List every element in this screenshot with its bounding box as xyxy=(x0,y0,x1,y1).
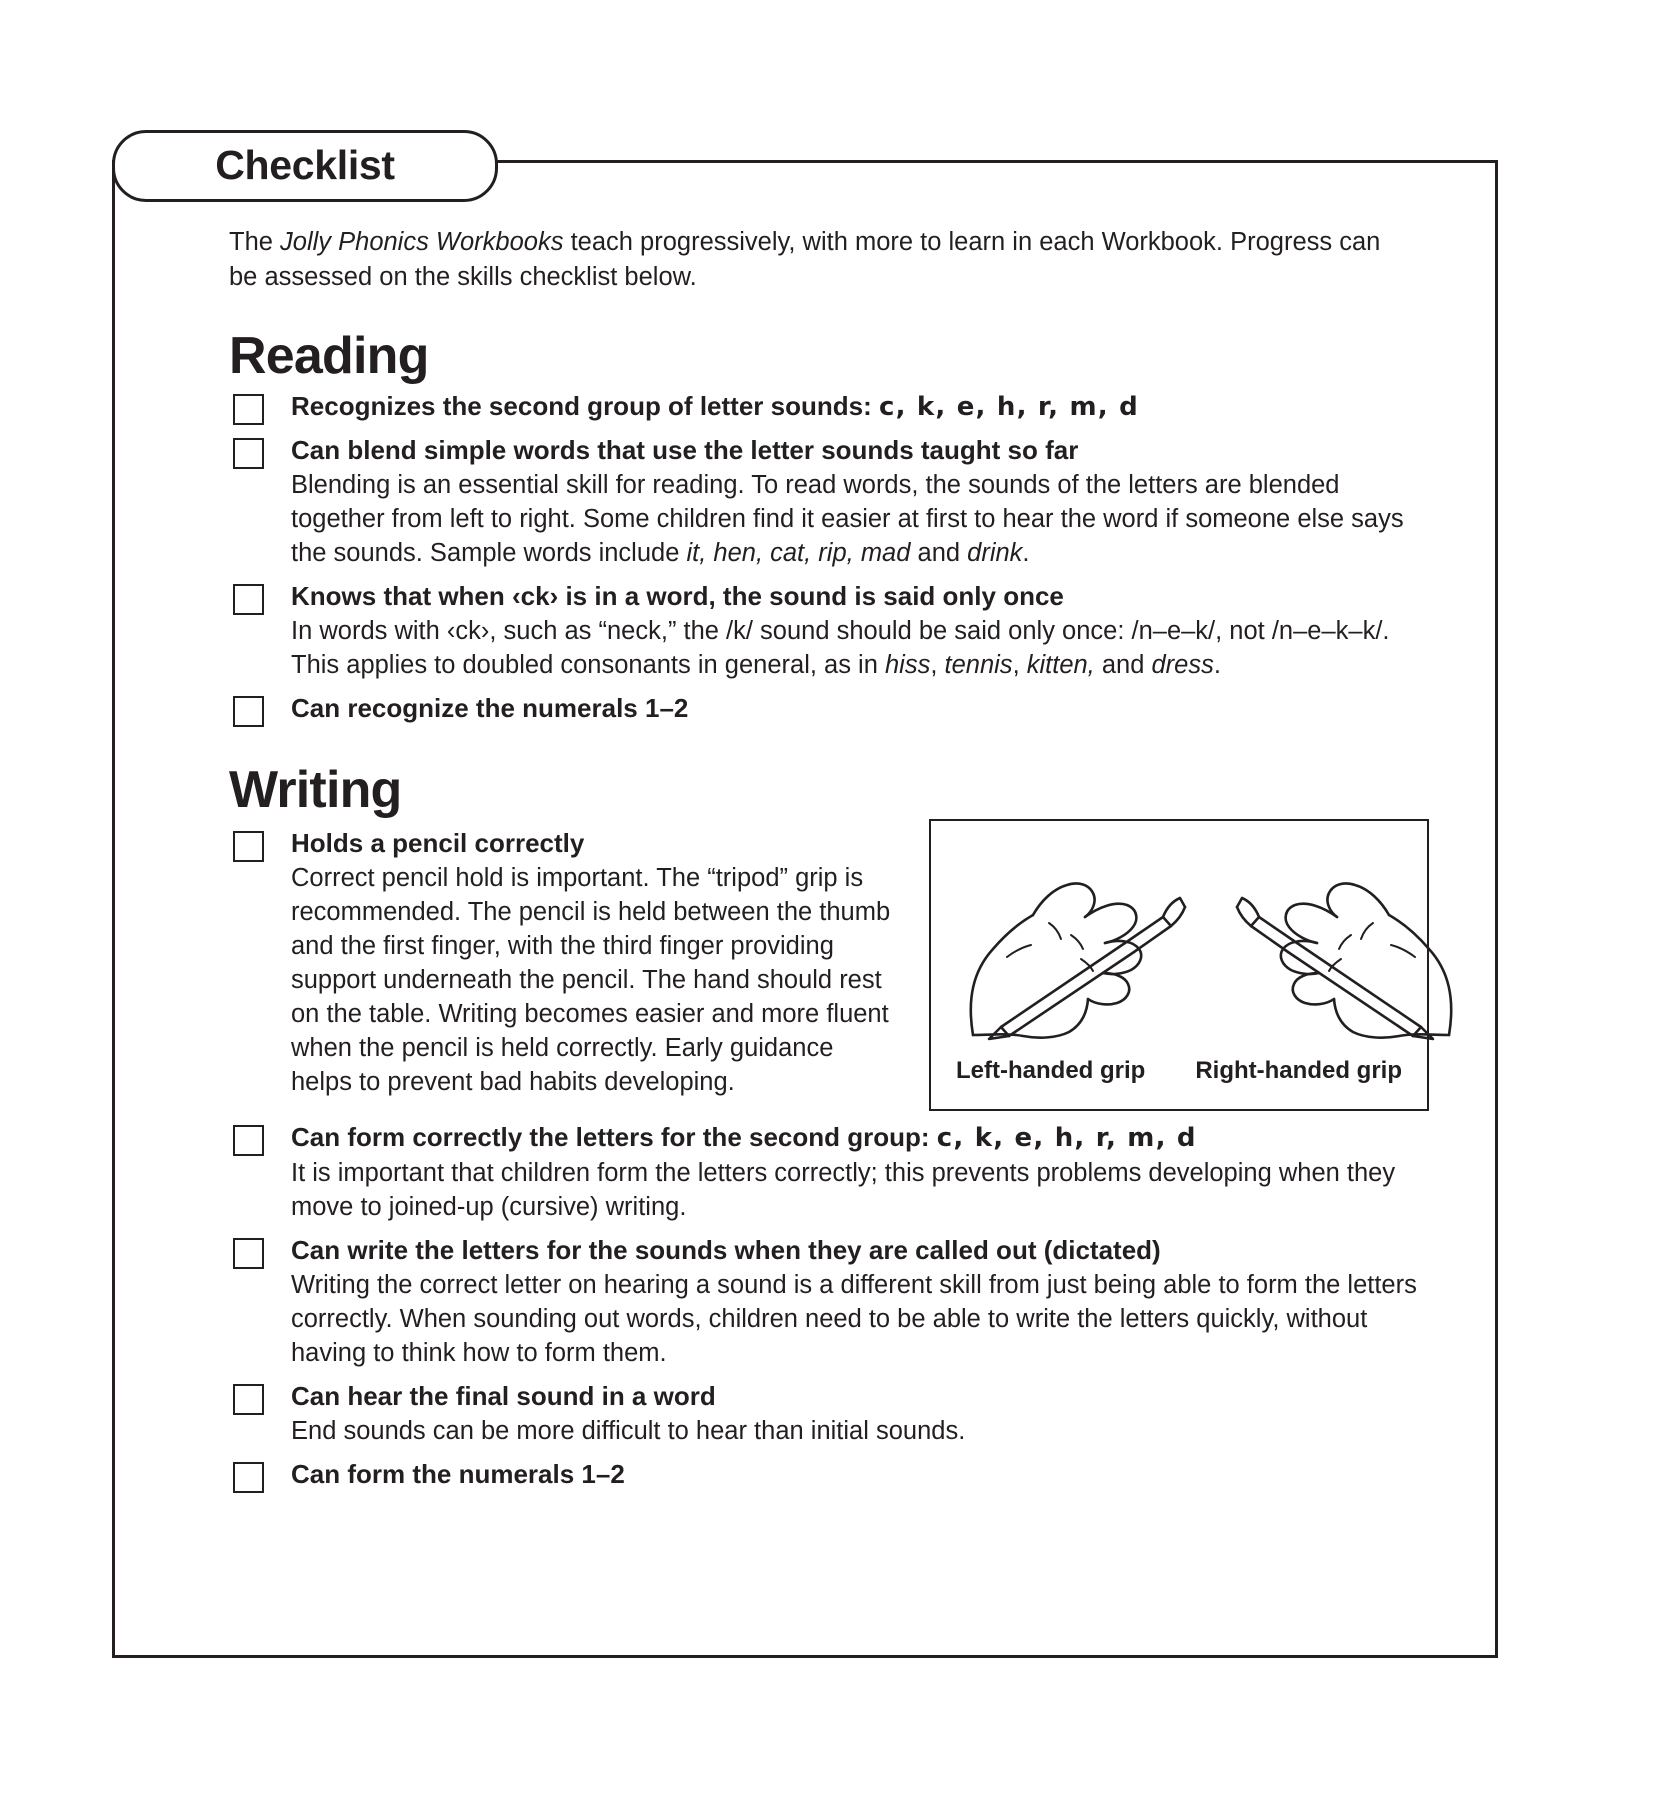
item-title xyxy=(291,390,1429,424)
checklist-tab xyxy=(112,130,498,202)
intro-before: The xyxy=(229,228,281,256)
checkbox-reading-3[interactable] xyxy=(233,584,264,615)
checkbox-writing-3[interactable] xyxy=(233,1238,264,1269)
intro-after: teach progressively, with more to learn in each Workbook. Progress can be assessed on the skills checklist below. xyxy=(229,228,1381,291)
item-description: It is important that children form the letters correctly; this prevents problems developing when they move to joined-up (cursive) writing. xyxy=(291,1159,1396,1222)
checkbox-writing-1[interactable] xyxy=(233,831,264,862)
item-description: End sounds can be more difficult to hear than initial sounds. xyxy=(291,1417,966,1446)
item-title: Can blend simple words that use the letter sounds taught so far xyxy=(291,434,1079,465)
checkbox-reading-1[interactable] xyxy=(233,394,264,425)
item-description: In words with ‹ck›, such as “neck,” the /k/ sound should be said only once: /n–e–k/, not /n–e–k–k/. This applies to doubled consonants in general, as in hiss, tennis, kitten, and dress. xyxy=(291,616,1390,679)
item-title: Can write the letters for the sounds when they are called out (dictated) xyxy=(291,1235,1161,1266)
item-description: Correct pencil hold is important. The “tripod” grip is recommended. The pencil is held between the thumb and the first finger, with the third finger providing support underneath the pencil. The hand should rest on the table. Writing becomes easier and more fluent when the pencil is held correctly. Early guidance helps to prevent bad habits developing. xyxy=(291,864,891,1097)
checklist-item[interactable] xyxy=(229,1380,1429,1448)
item-title-text: Can form correctly the letters for the second group: xyxy=(291,1122,937,1153)
item-title: Can form the numerals 1–2 xyxy=(291,1459,625,1490)
left-handed-grip-caption: Left-handed grip xyxy=(956,1057,1146,1085)
checklist-item[interactable] xyxy=(229,390,1429,424)
checkbox-writing-2[interactable] xyxy=(233,1125,264,1156)
pencil-grip-illustration xyxy=(949,831,1473,1041)
item-title-text: Recognizes the second group of letter sounds: xyxy=(291,390,879,421)
item-description: Writing the correct letter on hearing a sound is a different skill from just being able to form the letters correctly. When sounding out words, children need to be able to write the letters quickly, without having to think how to form them. xyxy=(291,1271,1417,1368)
item-title: Can recognize the numerals 1–2 xyxy=(291,692,689,723)
checklist-item[interactable] xyxy=(229,692,1429,725)
right-handed-grip-caption: Right-handed grip xyxy=(1195,1057,1402,1085)
letter-sounds-group: c, k, e, h, r, m, d xyxy=(936,1123,1197,1154)
checklist-tab-label: Checklist xyxy=(215,141,395,188)
item-title: Knows that when ‹ck› is in a word, the sound is said only once xyxy=(291,580,1064,611)
checkbox-writing-5[interactable] xyxy=(233,1462,264,1493)
pencil-text-column xyxy=(291,827,891,1099)
pencil-grip-row xyxy=(291,827,1429,1111)
checklist-item[interactable] xyxy=(229,434,1429,570)
checklist-panel xyxy=(112,130,1500,1660)
checklist-item[interactable] xyxy=(229,1121,1429,1224)
checklist-item[interactable] xyxy=(229,580,1429,682)
checkbox-writing-4[interactable] xyxy=(233,1384,264,1415)
section-heading-reading: Reading xyxy=(229,327,429,385)
pencil-grip-figure xyxy=(929,819,1429,1111)
checklist-item[interactable] xyxy=(229,827,1429,1111)
section-heading-writing: Writing xyxy=(229,760,402,819)
checklist-item[interactable] xyxy=(229,1234,1429,1370)
letter-sounds-group: c, k, e, h, r, m, d xyxy=(878,391,1139,422)
checklist-item[interactable] xyxy=(229,1458,1429,1491)
item-title: Can hear the final sound in a word xyxy=(291,1381,716,1412)
grip-caption-row xyxy=(931,1057,1427,1085)
item-title: Holds a pencil correctly xyxy=(291,828,585,859)
item-title xyxy=(291,1121,1429,1155)
checkbox-reading-4[interactable] xyxy=(233,696,264,727)
intro-title-italic: Jolly Phonics Workbooks xyxy=(280,228,564,256)
intro-paragraph xyxy=(229,225,1414,295)
checklist-content xyxy=(229,225,1429,1491)
checkbox-reading-2[interactable] xyxy=(233,438,264,469)
item-description: Blending is an essential skill for reading. To read words, the sounds of the letters are blended together from left to right. Some children find it easier at first to hear the word if someone else says the sounds. Sample words include it, hen, cat, rip, mad and drink. xyxy=(291,470,1404,567)
